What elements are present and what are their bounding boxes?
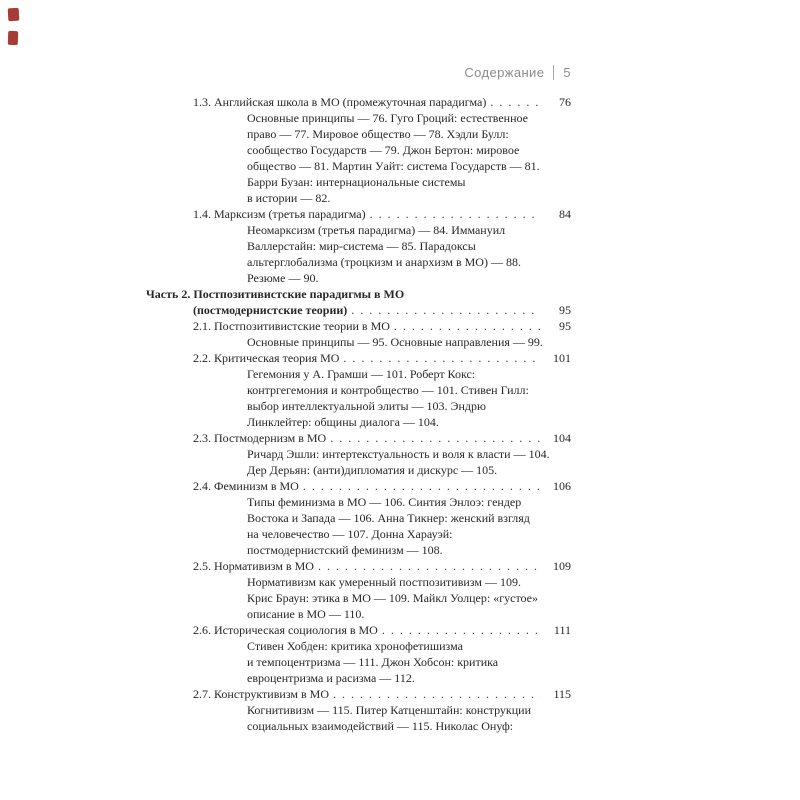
toc-detail-line: Когнитивизм — 115. Питер Катценштайн: конструкции	[247, 703, 532, 717]
header-section-label: Содержание	[464, 65, 545, 80]
toc-detail-line: право — 77. Мировое общество — 78. Хэдли Булл:	[247, 127, 509, 141]
toc-entry-label: 2.3. Постмодернизм в МО	[193, 431, 327, 445]
toc-entry-page: 111	[553, 623, 571, 637]
toc-entry-page: 109	[553, 559, 571, 573]
toc-entry-label: 2.6. Историческая социология в МО	[193, 623, 378, 637]
toc-entry-page: 95	[559, 303, 571, 317]
toc-leader-dots	[299, 478, 541, 494]
toc-detail-line: в истории — 82.	[247, 191, 331, 205]
toc-detail-line: Крис Браун: этика в МО — 109. Майкл Уолцер: «густое»	[247, 591, 539, 605]
toc-detail-line: Типы феминизма в МО — 106. Синтия Энлоэ: гендер	[247, 495, 522, 509]
toc-detail-line: описание в МО — 110.	[247, 607, 365, 621]
page-header	[464, 65, 571, 80]
toc-entry-label: 2.5. Нормативизм в МО	[193, 559, 314, 573]
toc-leader-dots	[339, 350, 541, 366]
toc-detail-line: Валлерстайн: мир-система — 85. Парадоксы	[247, 239, 476, 253]
toc-entry-page: 84	[559, 207, 571, 221]
toc-leader-dots	[347, 302, 541, 318]
toc-entry-label: 2.1. Постпозитивистские теории в МО	[193, 319, 390, 333]
toc-detail-line: Ричард Эшли: интертекстуальность и воля к власти — 104.	[247, 447, 550, 461]
part-heading-line2	[193, 302, 571, 318]
toc-entry	[193, 206, 571, 222]
toc-detail-line: общество — 81. Мартин Уайт: система Государств — 81.	[247, 159, 540, 173]
toc-detail-line: Барри Бузан: интернациональные системы	[247, 175, 466, 189]
toc-entry-label: 1.4. Марксизм (третья парадигма)	[193, 207, 366, 221]
part-heading-sublabel: (постмодернистские теории)	[193, 303, 348, 317]
toc-entry-page: 106	[553, 479, 571, 493]
red-corner-mark-icon	[8, 8, 20, 22]
toc-leader-dots	[486, 94, 541, 110]
toc-leader-dots	[390, 318, 541, 334]
red-corner-mark-icon	[8, 31, 18, 45]
toc-detail-line: Гегемония у А. Грамши — 101. Роберт Кокс:	[247, 367, 476, 381]
toc-detail-line: постмодернистский феминизм — 108.	[247, 543, 443, 557]
toc-entry-page: 101	[553, 351, 571, 365]
toc-detail-line: Стивен Хобден: критика хронофетишизма	[247, 639, 463, 653]
toc-detail-line: выбор интеллектуальной элиты — 103. Эндрю	[247, 399, 486, 413]
toc-detail-line: Линклейтер: общины диалога — 104.	[247, 415, 439, 429]
toc-detail-line: Резюме — 90.	[247, 271, 319, 285]
header-divider	[553, 65, 554, 80]
toc-detail-line: Неомарксизм (третья парадигма) — 84. Иммануил	[247, 223, 506, 237]
toc-detail-line: Востока и Запада — 106. Анна Тикнер: женский взгляд	[247, 511, 530, 525]
header-page-number: 5	[563, 65, 571, 80]
toc-entry-page: 104	[553, 431, 571, 445]
toc-entry-label: 2.7. Конструктивизм в МО	[193, 687, 329, 701]
toc-entry	[193, 558, 571, 574]
toc-detail-line: социальных взаимодействий — 115. Николас Онуф:	[247, 719, 514, 733]
toc-entry-page: 76	[559, 95, 571, 109]
toc-detail-line: контргегемония и контробщество — 101. Стивен Гилл:	[247, 383, 529, 397]
part-heading-label: Часть 2. Постпозитивистские парадигмы в МО	[146, 287, 405, 301]
toc-detail-line: альтерглобализма (троцкизм и анархизм в МО) — 88.	[247, 255, 521, 269]
toc-detail-line: Дер Дерьян: (анти)дипломатия и дискурс — 105.	[247, 463, 498, 477]
toc-entry	[193, 430, 571, 446]
toc-entry-label: 2.2. Критическая теория МО	[193, 351, 340, 365]
toc-leader-dots	[329, 686, 541, 702]
table-of-contents	[146, 94, 571, 734]
toc-entry	[193, 94, 571, 110]
toc-entry-label: 1.3. Английская школа в МО (промежуточная парадигма)	[193, 95, 487, 109]
toc-entry	[193, 686, 571, 702]
toc-leader-dots	[366, 206, 541, 222]
toc-detail-line: сообщество Государств — 79. Джон Бертон: мировое	[247, 143, 520, 157]
toc-entry	[193, 350, 571, 366]
toc-detail-line: Нормативизм как умеренный постпозитивизм — 109.	[247, 575, 521, 589]
toc-leader-dots	[378, 622, 541, 638]
toc-entry-page: 115	[553, 687, 571, 701]
toc-entry	[193, 478, 571, 494]
toc-entry	[193, 318, 571, 334]
toc-entry-label: 2.4. Феминизм в МО	[193, 479, 299, 493]
toc-detail-line: на человечество — 107. Донна Харауэй:	[247, 527, 453, 541]
toc-entry	[193, 622, 571, 638]
toc-detail-line: Основные принципы — 95. Основные направления — 99.	[247, 335, 543, 349]
toc-leader-dots	[314, 558, 541, 574]
toc-detail-line: Основные принципы — 76. Гуго Гроций: естественное	[247, 111, 528, 125]
toc-detail-line: евроцентризма и расизма — 112.	[247, 671, 415, 685]
toc-leader-dots	[326, 430, 541, 446]
toc-entry-page: 95	[559, 319, 571, 333]
toc-detail-line: и темпоцентризма — 111. Джон Хобсон: критика	[247, 655, 499, 669]
part-heading	[146, 286, 571, 302]
